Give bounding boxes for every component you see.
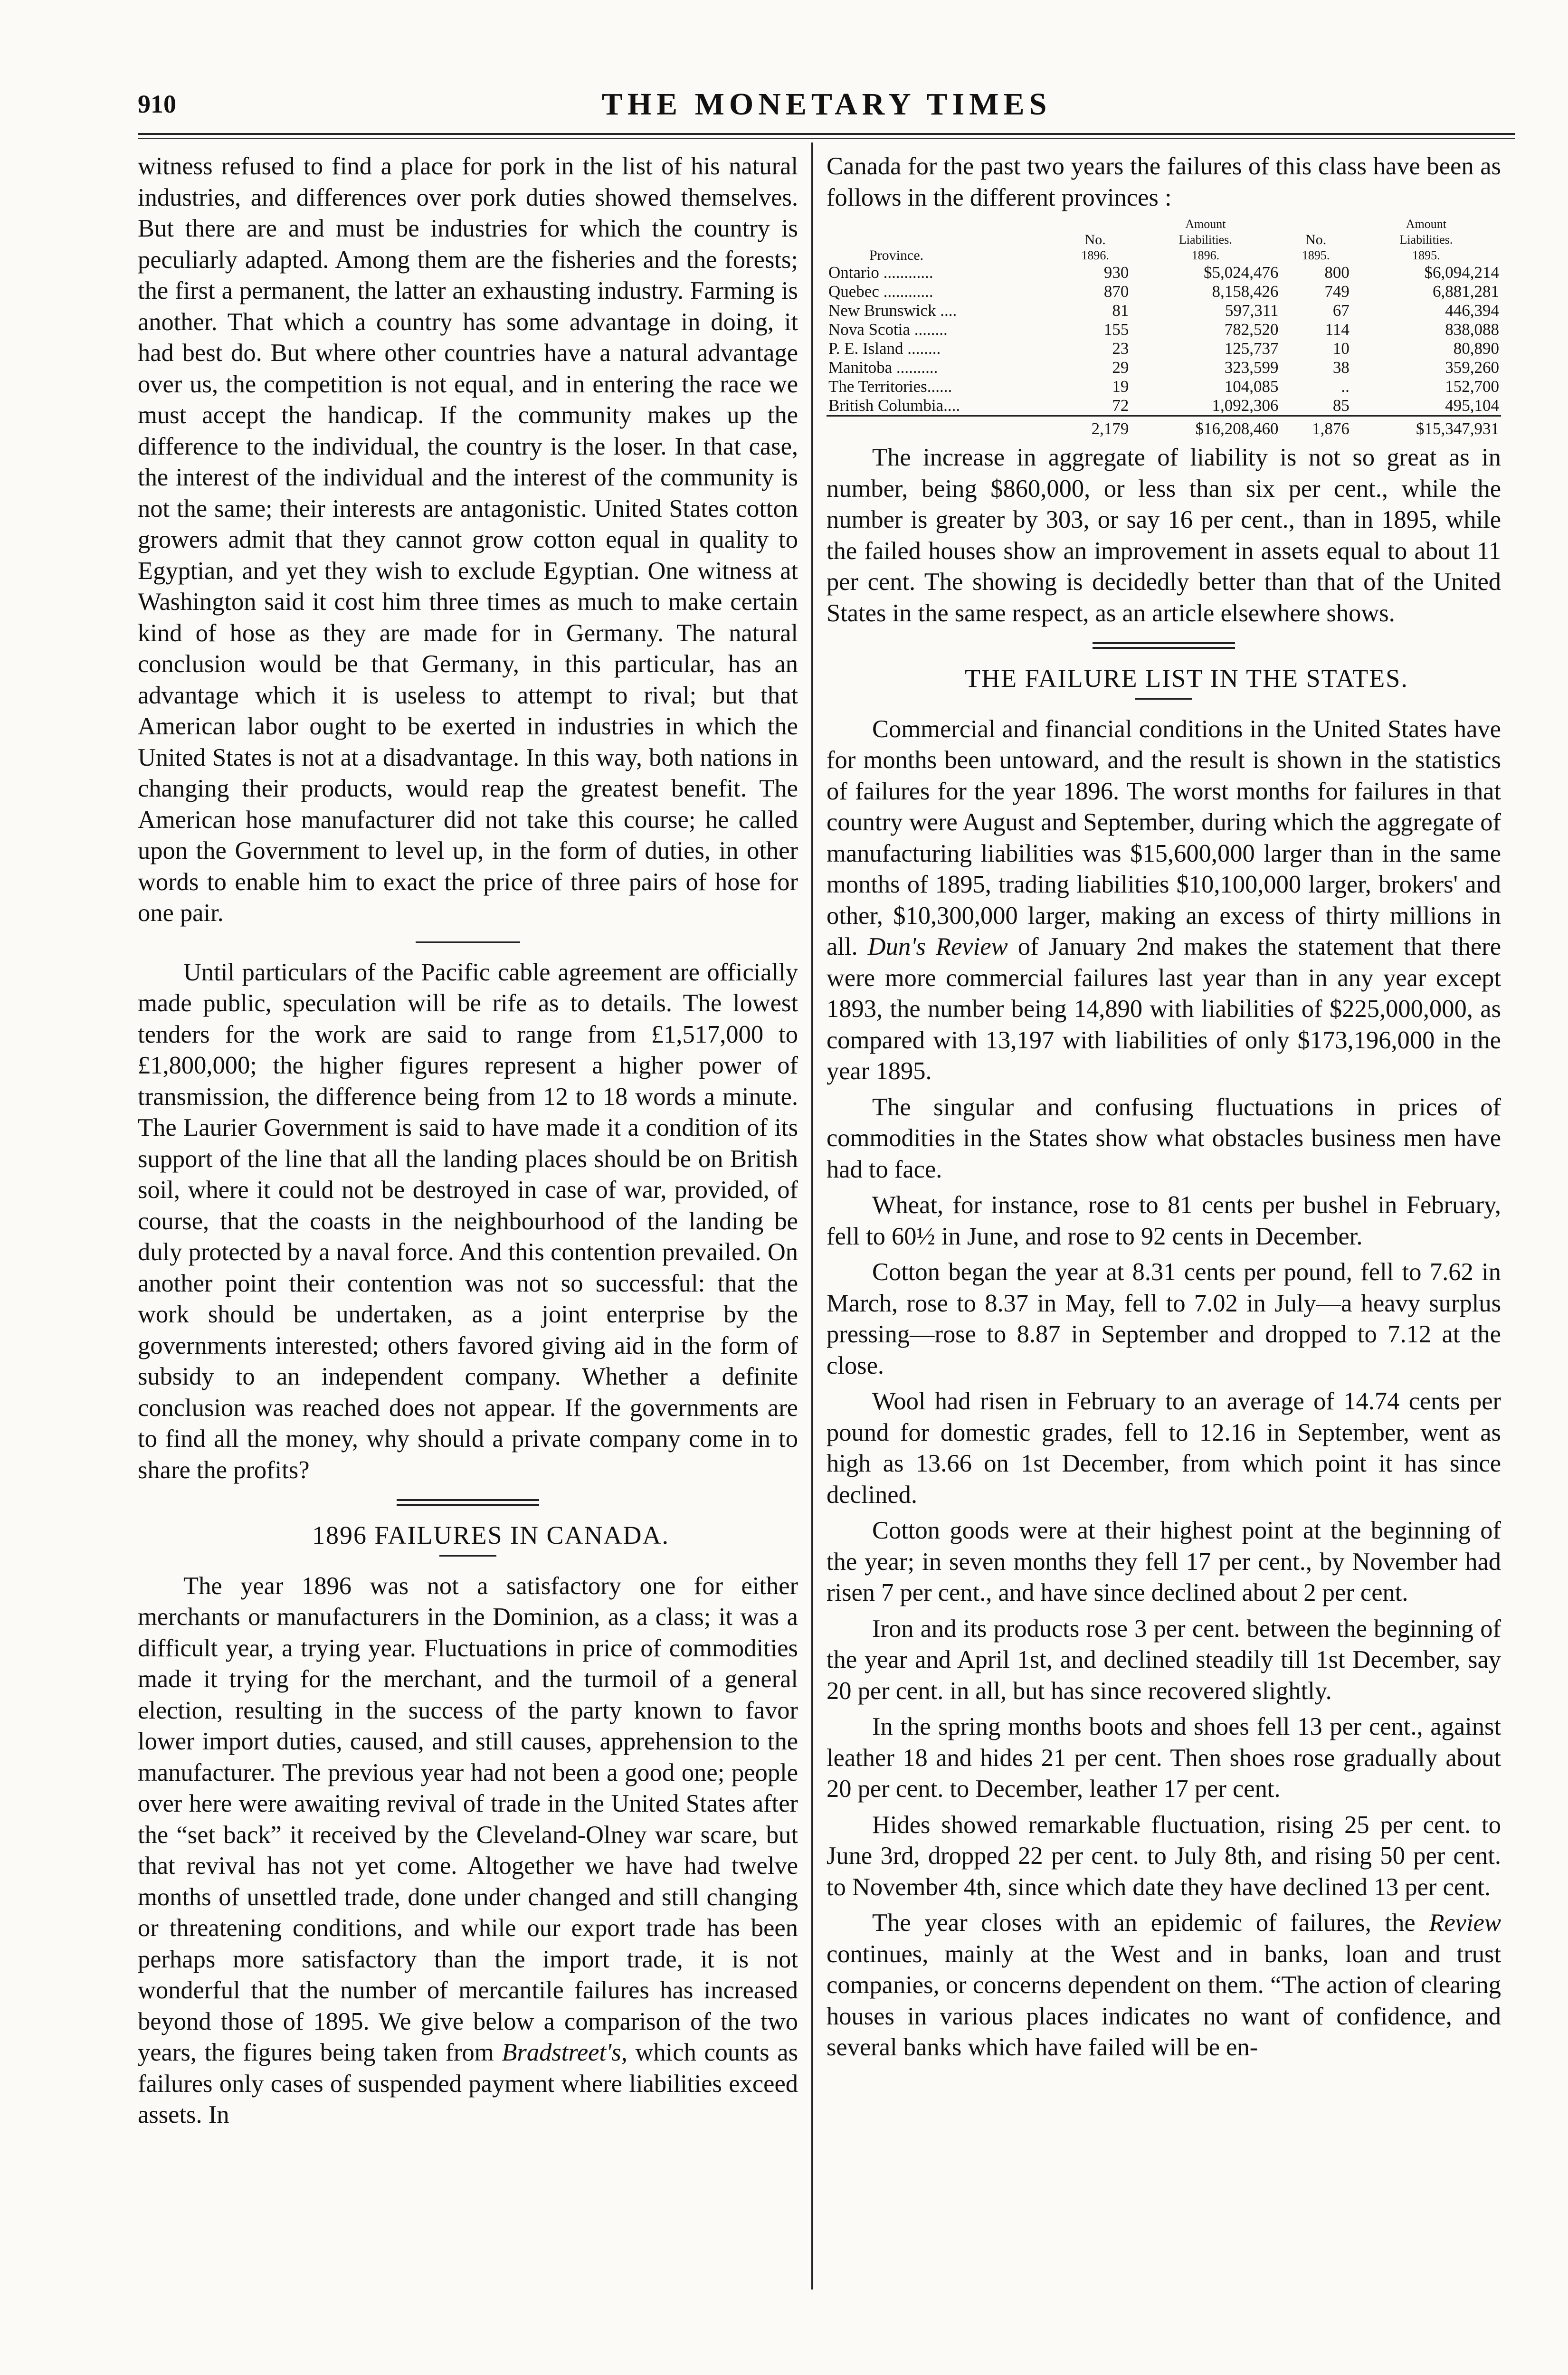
table-row bbox=[827, 377, 1501, 396]
title-underline bbox=[1135, 698, 1192, 700]
province-cell: The Territories...... bbox=[828, 377, 952, 396]
amount-1896-cell: 8,158,426 bbox=[1212, 282, 1279, 301]
no-1895-header: No. 1895. bbox=[1302, 232, 1330, 262]
count-1895-cell: 749 bbox=[1324, 282, 1349, 301]
table-row bbox=[827, 263, 1501, 282]
province-cell: British Columbia.... bbox=[828, 396, 960, 415]
count-1895-cell: .. bbox=[1341, 377, 1349, 396]
review-citation: Review bbox=[1429, 1909, 1501, 1937]
count-1896-cell: 72 bbox=[1112, 396, 1129, 415]
section-double-rule bbox=[397, 1499, 539, 1506]
amount-1896-header: Amount Liabilities. 1896. bbox=[1178, 217, 1232, 262]
total-count-1896: 2,179 bbox=[1060, 416, 1131, 439]
amount-1895-cell: 359,260 bbox=[1445, 358, 1499, 377]
count-1895-cell: 85 bbox=[1332, 396, 1349, 415]
pork-duties-paragraph: witness refused to find a place for pork in the list of his natural industries, and differences over pork duties showed themselves. But there are and must be industries for which the country is peculiarly adapted. Among them are the fisheries and the forests; the first a permanent, the latter an exhausting industry. Farming is another. That which a country has some advantage in doing, it had best do. But where other countries have a natural advantage over us, the competition is not equal, and in entering the race we must accept the handicap. If the community makes up the difference to the individual, the country is the loser. In that case, the interest of the individual and the interest of the community is not the same; their interests are antagonistic. United States cotton growers admit that they cannot grow cotton equal in quality to Egyptian, and yet they wish to exclude Egyptian. One witness at Washington said it cost him three times as much to make certain kind of hose as they are made for in Germany. The natural conclusion would be that Germany, in this particular, has an advantage which it is useless to attempt to rival; but that American labor ought to be exerted in industries in which the United States is not at a disadvantage. In this way, both nations in changing their products, would reap the greatest benefit. The American hose manufacturer did not take this course; he called upon the Government to level up, in the form of duties, in other words to enable him to exact the price of three pairs of hose for one pair. bbox=[138, 152, 798, 927]
total-amount-1896: $16,208,460 bbox=[1131, 416, 1280, 439]
cotton-goods-paragraph: Cotton goods were at their highest point at the beginning of the year; in seven months they fell 17 per cent., by November had risen 7 per cent., and have since declined about 2 per cent. bbox=[827, 1517, 1501, 1606]
iron-paragraph: Iron and its products rose 3 per cent. between the beginning of the year and April 1st, and declined steadily till 1st December, say 20 per cent. in all, but has since recovered slightly. bbox=[827, 1615, 1501, 1705]
wool-paragraph: Wool had risen in February to an average of 14.74 cents per pound for domestic grades, fell to 12.16 in September, went as high as 13.66 on 1st December, from which point it has since declined. bbox=[827, 1387, 1501, 1509]
amount-1896-cell: 597,311 bbox=[1225, 301, 1279, 320]
count-1895-cell: 38 bbox=[1332, 358, 1349, 377]
failures-by-province-table bbox=[827, 216, 1501, 438]
wheat-paragraph: Wheat, for instance, rose to 81 cents per bushel in February, fell to 60½ in June, and rose to 92 cents in December. bbox=[827, 1191, 1501, 1250]
count-1895-cell: 67 bbox=[1332, 301, 1349, 320]
count-1896-cell: 155 bbox=[1103, 320, 1129, 339]
table-row bbox=[827, 396, 1501, 416]
page-header bbox=[138, 89, 1515, 127]
fluctuations-paragraph: The singular and confusing fluctuations in prices of commodities in the States show what obstacles business men have had to face. bbox=[827, 1093, 1501, 1183]
section-separator bbox=[416, 941, 520, 943]
total-count-1895: 1,876 bbox=[1280, 416, 1351, 439]
section-double-rule bbox=[1093, 642, 1235, 649]
canada-failures-title: 1896 FAILURES IN CANADA. bbox=[312, 1521, 669, 1549]
amount-1896-cell: 1,092,306 bbox=[1212, 396, 1279, 415]
count-1896-cell: 930 bbox=[1103, 263, 1129, 282]
canada-failures-paragraph: The year 1896 was not a satisfactory one for either merchants or manufacturers in the Dominion, as a class; it was a difficult year, a trying year. Fluctuations in price of commodities made it trying for the merchant, and the turmoil of a general election, resulting in the success of the party known to favor lower import duties, caused, and still causes, apprehension to the manufacturer. The previous year had not been a good one; people over here were awaiting revival of trade in the United States after the “set back” it received by the Cleveland-Olney war scare, but that revival has not yet come. Altogether we have had twelve months of unsettled trade, done under changed and still changing or threatening conditions, and while our export trade has been perhaps more satisfactory than the import trade, it is not wonderful that the number of mercantile failures has increased beyond those of 1895. We give below a comparison of the two years, the figures being taken from Bradstreet's, which counts as failures only cases of suspended payment where liabilities exceed assets. In bbox=[138, 1572, 798, 2128]
table-row bbox=[827, 320, 1501, 339]
amount-1896-cell: 782,520 bbox=[1224, 320, 1279, 339]
commercial-conditions-paragraph: Commercial and financial conditions in the United States have for months been untoward, and the result is shown in the statistics of failures for the year 1896. The worst months for failures in that country were August and September, during which the aggregate of manufacturing liabilities was $15,600,000 larger than in the same months of 1895, trading liabilities $10,100,000 larger, brokers' and other, $10,300,000 larger, making an excess of thirty millions in all. Dun's Review of January 2nd makes the statement that there were more commercial failures last year than in any year except 1893, the number being 14,890 with liabilities of $225,000,000, as compared with 13,197 with liabilities of only $173,196,000 in the year 1895. bbox=[827, 715, 1501, 1085]
count-1896-cell: 19 bbox=[1112, 377, 1129, 396]
header-rule-top bbox=[138, 133, 1515, 135]
page-number: 910 bbox=[138, 90, 176, 118]
amount-1895-cell: 6,881,281 bbox=[1433, 282, 1499, 301]
states-failures-title: THE FAILURE LIST IN THE STATES. bbox=[965, 664, 1408, 693]
boots-shoes-paragraph: In the spring months boots and shoes fell 13 per cent., against leather 18 and hides 21 per cent. Then shoes rose gradually about 20 per cent. to December, leather 17 per cent. bbox=[827, 1713, 1501, 1803]
right-column bbox=[827, 151, 1501, 2063]
provinces-intro: Canada for the past two years the failures of this class have been as follows in the different provinces : bbox=[827, 152, 1501, 211]
amount-1895-cell: 446,394 bbox=[1445, 301, 1499, 320]
count-1896-cell: 870 bbox=[1103, 282, 1129, 301]
table-row bbox=[827, 339, 1501, 358]
amount-1895-cell: $6,094,214 bbox=[1424, 263, 1499, 282]
province-cell: P. E. Island ........ bbox=[828, 339, 941, 358]
table-row bbox=[827, 301, 1501, 320]
left-column bbox=[138, 151, 798, 2131]
publication-title: THE MONETARY TIMES bbox=[601, 87, 1052, 122]
table-row bbox=[827, 282, 1501, 301]
table-header-row bbox=[827, 216, 1501, 263]
amount-1896-cell: 323,599 bbox=[1224, 358, 1279, 377]
table-row bbox=[827, 358, 1501, 377]
pacific-cable-paragraph: Until particulars of the Pacific cable agreement are officially made public, speculation will be rife as to details. The lowest tenders for the work are said to range from £1,517,000 to £1,800,000; the higher figures represent a higher power of transmission, the difference being from 12 to 18 words a minute. The Laurier Government is said to have made it a condition of its support of the line that all the landing places should be on British soil, where it could not be destroyed in case of war, provided, of course, that the coasts in the neighbourhood of the landing be duly protected by a naval force. And this contention prevailed. On another point their contention was not so successful: that the work should be undertaken, as a joint enterprise by the governments interested; others favored giving aid in the form of subsidy to an independent company. Whether a definite conclusion was reached does not appear. If the governments are to find all the money, why should a private company come in to share the profits? bbox=[138, 958, 798, 1484]
amount-1895-cell: 495,104 bbox=[1445, 396, 1499, 415]
liability-increase-paragraph: The increase in aggregate of liability is not so great as in number, being $860,000, or less than six per cent., while the number is greater by 303, or say 16 per cent., than in 1895, while the failed houses show an improvement in assets equal to about 11 per cent. The showing is decidedly better than that of the United States in the same respect, as an article elsewhere shows. bbox=[827, 444, 1501, 627]
title-underline bbox=[439, 1555, 496, 1557]
amount-1896-cell: $5,024,476 bbox=[1203, 263, 1279, 282]
cotton-paragraph: Cotton began the year at 8.31 cents per pound, fell to 7.62 in March, rose to 8.37 in May, fell to 7.02 in July—a heavy surplus pressing—rose to 8.87 in September and dropped to 7.12 at the close. bbox=[827, 1258, 1501, 1379]
totals-label-cell bbox=[827, 416, 1060, 439]
province-cell: Nova Scotia ........ bbox=[828, 320, 948, 339]
amount-1895-cell: 152,700 bbox=[1445, 377, 1499, 396]
amount-1895-header: Amount Liabilities. 1895. bbox=[1399, 217, 1453, 262]
province-cell: New Brunswick .... bbox=[828, 301, 957, 320]
no-1896-header: No. 1896. bbox=[1081, 232, 1109, 262]
count-1895-cell: 10 bbox=[1332, 339, 1349, 358]
amount-1895-cell: 838,088 bbox=[1445, 320, 1499, 339]
province-cell: Quebec ............ bbox=[828, 282, 933, 301]
province-cell: Ontario ............ bbox=[828, 263, 933, 282]
table-totals-row bbox=[827, 416, 1501, 439]
column-divider bbox=[811, 142, 813, 2290]
epidemic-paragraph: The year closes with an epidemic of failures, the Review continues, mainly at the West and in banks, loan and trust companies, or concerns dependent on them. “The action of clearing houses in various places indicates no want of confidence, and several banks which have failed will be en- bbox=[827, 1909, 1501, 2061]
count-1895-cell: 114 bbox=[1325, 320, 1349, 339]
amount-1896-cell: 104,085 bbox=[1224, 377, 1279, 396]
amount-1895-cell: 80,890 bbox=[1453, 339, 1499, 358]
count-1895-cell: 800 bbox=[1324, 263, 1349, 282]
count-1896-cell: 81 bbox=[1112, 301, 1129, 320]
header-rule-bottom bbox=[138, 138, 1515, 139]
count-1896-cell: 29 bbox=[1112, 358, 1129, 377]
province-header: Province. bbox=[869, 247, 924, 263]
total-amount-1895: $15,347,931 bbox=[1351, 416, 1501, 439]
bradstreets-citation: Bradstreet's, bbox=[502, 2039, 627, 2066]
duns-review-citation: Dun's Review bbox=[867, 933, 1008, 960]
hides-paragraph: Hides showed remarkable fluctuation, rising 25 per cent. to June 3rd, dropped 22 per cent. to July 8th, and rising 50 per cent. to November 4th, since which date they have declined 13 per cent. bbox=[827, 1811, 1501, 1901]
count-1896-cell: 23 bbox=[1112, 339, 1129, 358]
province-cell: Manitoba .......... bbox=[828, 358, 938, 377]
amount-1896-cell: 125,737 bbox=[1224, 339, 1279, 358]
